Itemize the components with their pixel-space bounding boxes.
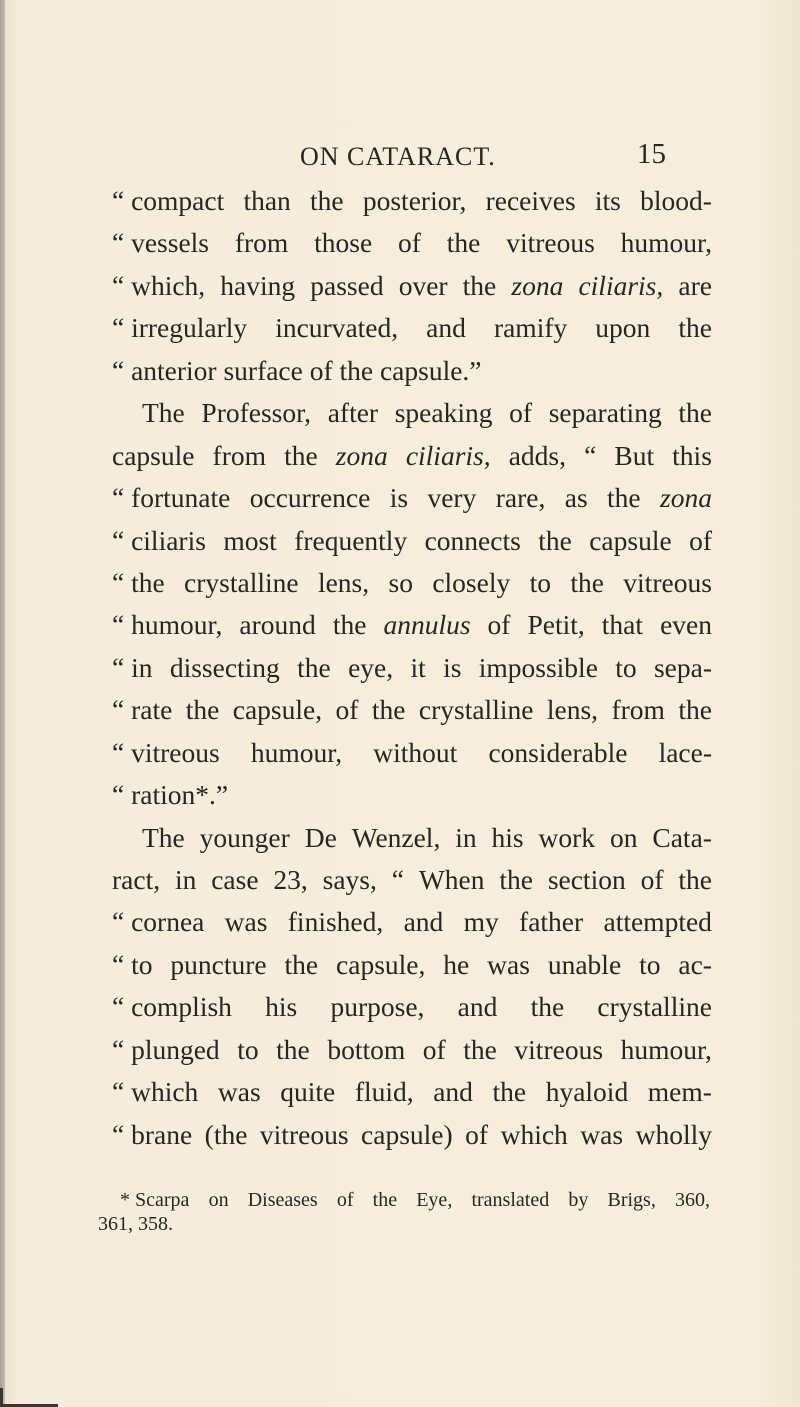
word: and	[457, 991, 498, 1023]
running-head: ON CATARACT.	[300, 142, 496, 171]
word: wholly	[635, 1118, 712, 1150]
word: mem-	[647, 1076, 712, 1108]
word: of	[335, 694, 359, 726]
word: the	[310, 185, 344, 216]
page-corner-mark	[0, 1388, 58, 1407]
word: my	[463, 906, 499, 938]
text-line	[112, 350, 712, 392]
word: those	[314, 227, 373, 259]
word: even	[660, 609, 712, 641]
page-header	[0, 138, 800, 178]
italic-word: ciliaris,	[405, 439, 491, 471]
word: the	[297, 651, 331, 683]
word: “ the	[112, 566, 165, 598]
word: vitreous	[506, 227, 595, 259]
word: of	[640, 864, 664, 895]
word: capsule	[112, 439, 195, 471]
text-line	[112, 1114, 712, 1156]
text-line	[112, 986, 712, 1028]
word: upon	[595, 312, 651, 344]
italic-word: zona	[660, 482, 712, 514]
footnote-word: * Scarpa	[120, 1189, 190, 1211]
word: 23,	[273, 864, 308, 895]
word: ract,	[112, 864, 161, 895]
word: the	[607, 482, 641, 514]
word: the	[284, 439, 318, 471]
word: sepa-	[653, 651, 712, 683]
text-line	[112, 222, 712, 264]
word: “ anterior surface of the capsule.”	[112, 354, 482, 386]
word: unable	[547, 948, 622, 980]
word: The	[142, 821, 185, 853]
word: “ vitreous	[112, 736, 220, 768]
text-line	[112, 647, 712, 689]
word: is	[443, 651, 462, 683]
word: from	[234, 227, 289, 259]
word: “ which	[112, 1076, 199, 1108]
italic-word: annulus	[383, 609, 471, 641]
word: the	[499, 864, 533, 895]
word: When	[418, 864, 485, 895]
word: bottom	[327, 1033, 406, 1065]
word: younger	[199, 821, 290, 853]
word: in	[174, 864, 197, 895]
word: frequently	[294, 524, 408, 556]
text-line	[112, 604, 712, 646]
word: the	[463, 1033, 497, 1065]
word: considerable	[488, 736, 628, 768]
word: “ cornea	[112, 906, 205, 938]
text-line	[112, 435, 712, 477]
word: the	[284, 948, 319, 980]
word: most	[223, 524, 277, 556]
footnote-word: by	[568, 1189, 589, 1211]
footnote-word: Brigs,	[607, 1189, 656, 1211]
word: “ compact	[112, 185, 225, 216]
word: dissecting	[169, 651, 280, 683]
word: to	[615, 651, 637, 683]
text-line	[112, 817, 712, 859]
word: closely	[432, 566, 511, 598]
word: crystalline	[418, 694, 534, 726]
word: “ ciliaris	[112, 524, 206, 556]
word: the	[492, 1076, 527, 1108]
footnote-word: 360,	[674, 1189, 710, 1211]
word: was	[487, 948, 530, 980]
word: over	[398, 269, 448, 301]
footnote-word: of	[336, 1189, 354, 1211]
word: “ vessels	[112, 227, 209, 259]
word: the	[185, 694, 220, 726]
word: capsule	[589, 524, 672, 556]
word: the	[678, 397, 712, 429]
word: are	[678, 269, 712, 301]
word: he	[443, 948, 470, 980]
word: “ humour,	[112, 609, 223, 641]
word: speaking	[394, 397, 493, 429]
word: ramify	[493, 312, 568, 344]
text-line	[112, 689, 712, 731]
word: humour,	[620, 1033, 712, 1065]
text-line	[112, 732, 712, 774]
word: to	[237, 1033, 259, 1065]
footnote-word: Diseases	[247, 1189, 318, 1211]
word: “ to	[112, 948, 153, 980]
word: section	[547, 864, 626, 895]
page-number: 15	[637, 138, 666, 170]
word: that	[601, 609, 644, 641]
word: “ rate	[112, 694, 173, 726]
word: incurvated,	[275, 312, 399, 344]
word: capsule,	[336, 948, 426, 980]
word: case	[211, 864, 259, 895]
word: of	[422, 1033, 446, 1065]
word: fluid,	[354, 1076, 414, 1108]
word: purpose,	[330, 991, 425, 1023]
word: the	[530, 991, 565, 1023]
word: the	[371, 694, 406, 726]
word: (the	[204, 1118, 248, 1150]
word: Wenzel,	[351, 821, 441, 853]
word: “ ration*.”	[112, 779, 229, 811]
word: was	[580, 1118, 624, 1150]
word: was	[217, 1076, 261, 1108]
word: without	[373, 736, 458, 768]
word: it	[410, 651, 426, 683]
word: “ in	[112, 651, 153, 683]
word: of	[509, 397, 533, 429]
word: vitreous	[514, 1033, 604, 1065]
word: ac-	[678, 948, 712, 980]
word: than	[243, 185, 291, 216]
word: But	[614, 439, 655, 471]
word: lace-	[658, 736, 712, 768]
word: very	[427, 482, 477, 514]
text-line	[112, 392, 712, 434]
word: father	[519, 906, 584, 938]
word: “ brane	[112, 1118, 193, 1150]
word: and	[426, 312, 466, 344]
word: in	[455, 821, 477, 853]
text-line	[112, 944, 712, 986]
footnote-word: 361, 358.	[98, 1213, 173, 1235]
footnote-word: on	[208, 1189, 229, 1211]
word: “ which,	[112, 269, 206, 301]
word: the	[570, 566, 604, 598]
footnote-line	[98, 1188, 710, 1212]
footnote-word: translated	[471, 1189, 550, 1211]
word: Petit,	[527, 609, 585, 641]
word: connects	[424, 524, 521, 556]
word: lens,	[546, 694, 599, 726]
italic-word: zona	[335, 439, 388, 471]
text-line	[112, 265, 712, 307]
word: the	[332, 609, 367, 641]
word: adds,	[508, 439, 566, 471]
word: of	[689, 524, 712, 556]
word: blood-	[640, 185, 712, 216]
word: from	[212, 439, 267, 471]
word: the	[678, 864, 712, 895]
word: capsule)	[361, 1118, 453, 1150]
word: of	[465, 1118, 489, 1150]
word: Professor,	[201, 397, 312, 429]
word: and	[433, 1076, 473, 1108]
word: which	[500, 1118, 568, 1150]
word: eye,	[348, 651, 394, 683]
word: hyaloid	[545, 1076, 629, 1108]
word: humour,	[250, 736, 343, 768]
footnote-word: the	[372, 1189, 398, 1211]
word: “ irregularly	[112, 312, 248, 344]
word: having	[220, 269, 296, 301]
word: of	[398, 227, 421, 259]
word: Cata-	[652, 821, 712, 853]
text-line	[112, 1071, 712, 1113]
word: vitreous	[623, 566, 712, 598]
word: so	[388, 566, 413, 598]
word: from	[611, 694, 665, 726]
word: and	[403, 906, 444, 938]
word: work	[538, 821, 596, 853]
text-line	[112, 307, 712, 349]
word: quite	[280, 1076, 336, 1108]
word: impossible	[478, 651, 598, 683]
word: the	[538, 524, 572, 556]
word: crystalline	[597, 991, 712, 1023]
word: this	[672, 439, 712, 471]
word: says,	[322, 864, 377, 895]
text-line	[112, 774, 712, 816]
word: attempted	[603, 906, 712, 938]
word: “	[584, 439, 597, 471]
word: passed	[310, 269, 384, 301]
word: the	[462, 269, 497, 301]
text-line	[112, 901, 712, 943]
word: was	[224, 906, 268, 938]
word: is	[389, 482, 409, 514]
word: “	[391, 864, 404, 895]
italic-word: zona	[511, 269, 564, 301]
word: De	[304, 821, 337, 853]
word: capsule,	[232, 694, 323, 726]
word: vitreous	[259, 1118, 349, 1150]
word: humour,	[620, 227, 712, 259]
word: to	[529, 566, 551, 598]
word: to	[639, 948, 661, 980]
word: his	[265, 991, 298, 1023]
italic-word: ciliaris,	[578, 269, 664, 301]
word: the	[678, 312, 712, 344]
word: the	[446, 227, 481, 259]
word: on	[609, 821, 638, 853]
word: lens,	[317, 566, 370, 598]
text-line	[112, 859, 712, 901]
page-binding-edge	[0, 0, 5, 1407]
word: the	[678, 694, 712, 726]
word: its	[594, 185, 621, 216]
footnote-line	[98, 1212, 710, 1236]
word: puncture	[170, 948, 267, 980]
word: “ complish	[112, 991, 232, 1023]
word: his	[491, 821, 524, 853]
text-line	[112, 562, 712, 604]
word: “ fortunate	[112, 482, 231, 514]
word: of	[487, 609, 511, 641]
word: crystalline	[184, 566, 299, 598]
word: finished,	[287, 906, 384, 938]
text-line	[112, 180, 712, 222]
text-line	[112, 1029, 712, 1071]
word: rare,	[495, 482, 546, 514]
text-line	[112, 520, 712, 562]
footnote	[98, 1188, 710, 1236]
word: around	[239, 609, 316, 641]
word: occurrence	[249, 482, 371, 514]
word: The	[142, 397, 185, 429]
word: the	[276, 1033, 310, 1065]
word: posterior,	[362, 185, 467, 216]
word: receives	[485, 185, 576, 216]
word: after	[327, 397, 379, 429]
word: separating	[548, 397, 662, 429]
word: as	[564, 482, 588, 514]
body-text	[112, 180, 712, 1156]
text-line	[112, 477, 712, 519]
word: “ plunged	[112, 1033, 220, 1065]
footnote-word: Eye,	[416, 1189, 453, 1211]
